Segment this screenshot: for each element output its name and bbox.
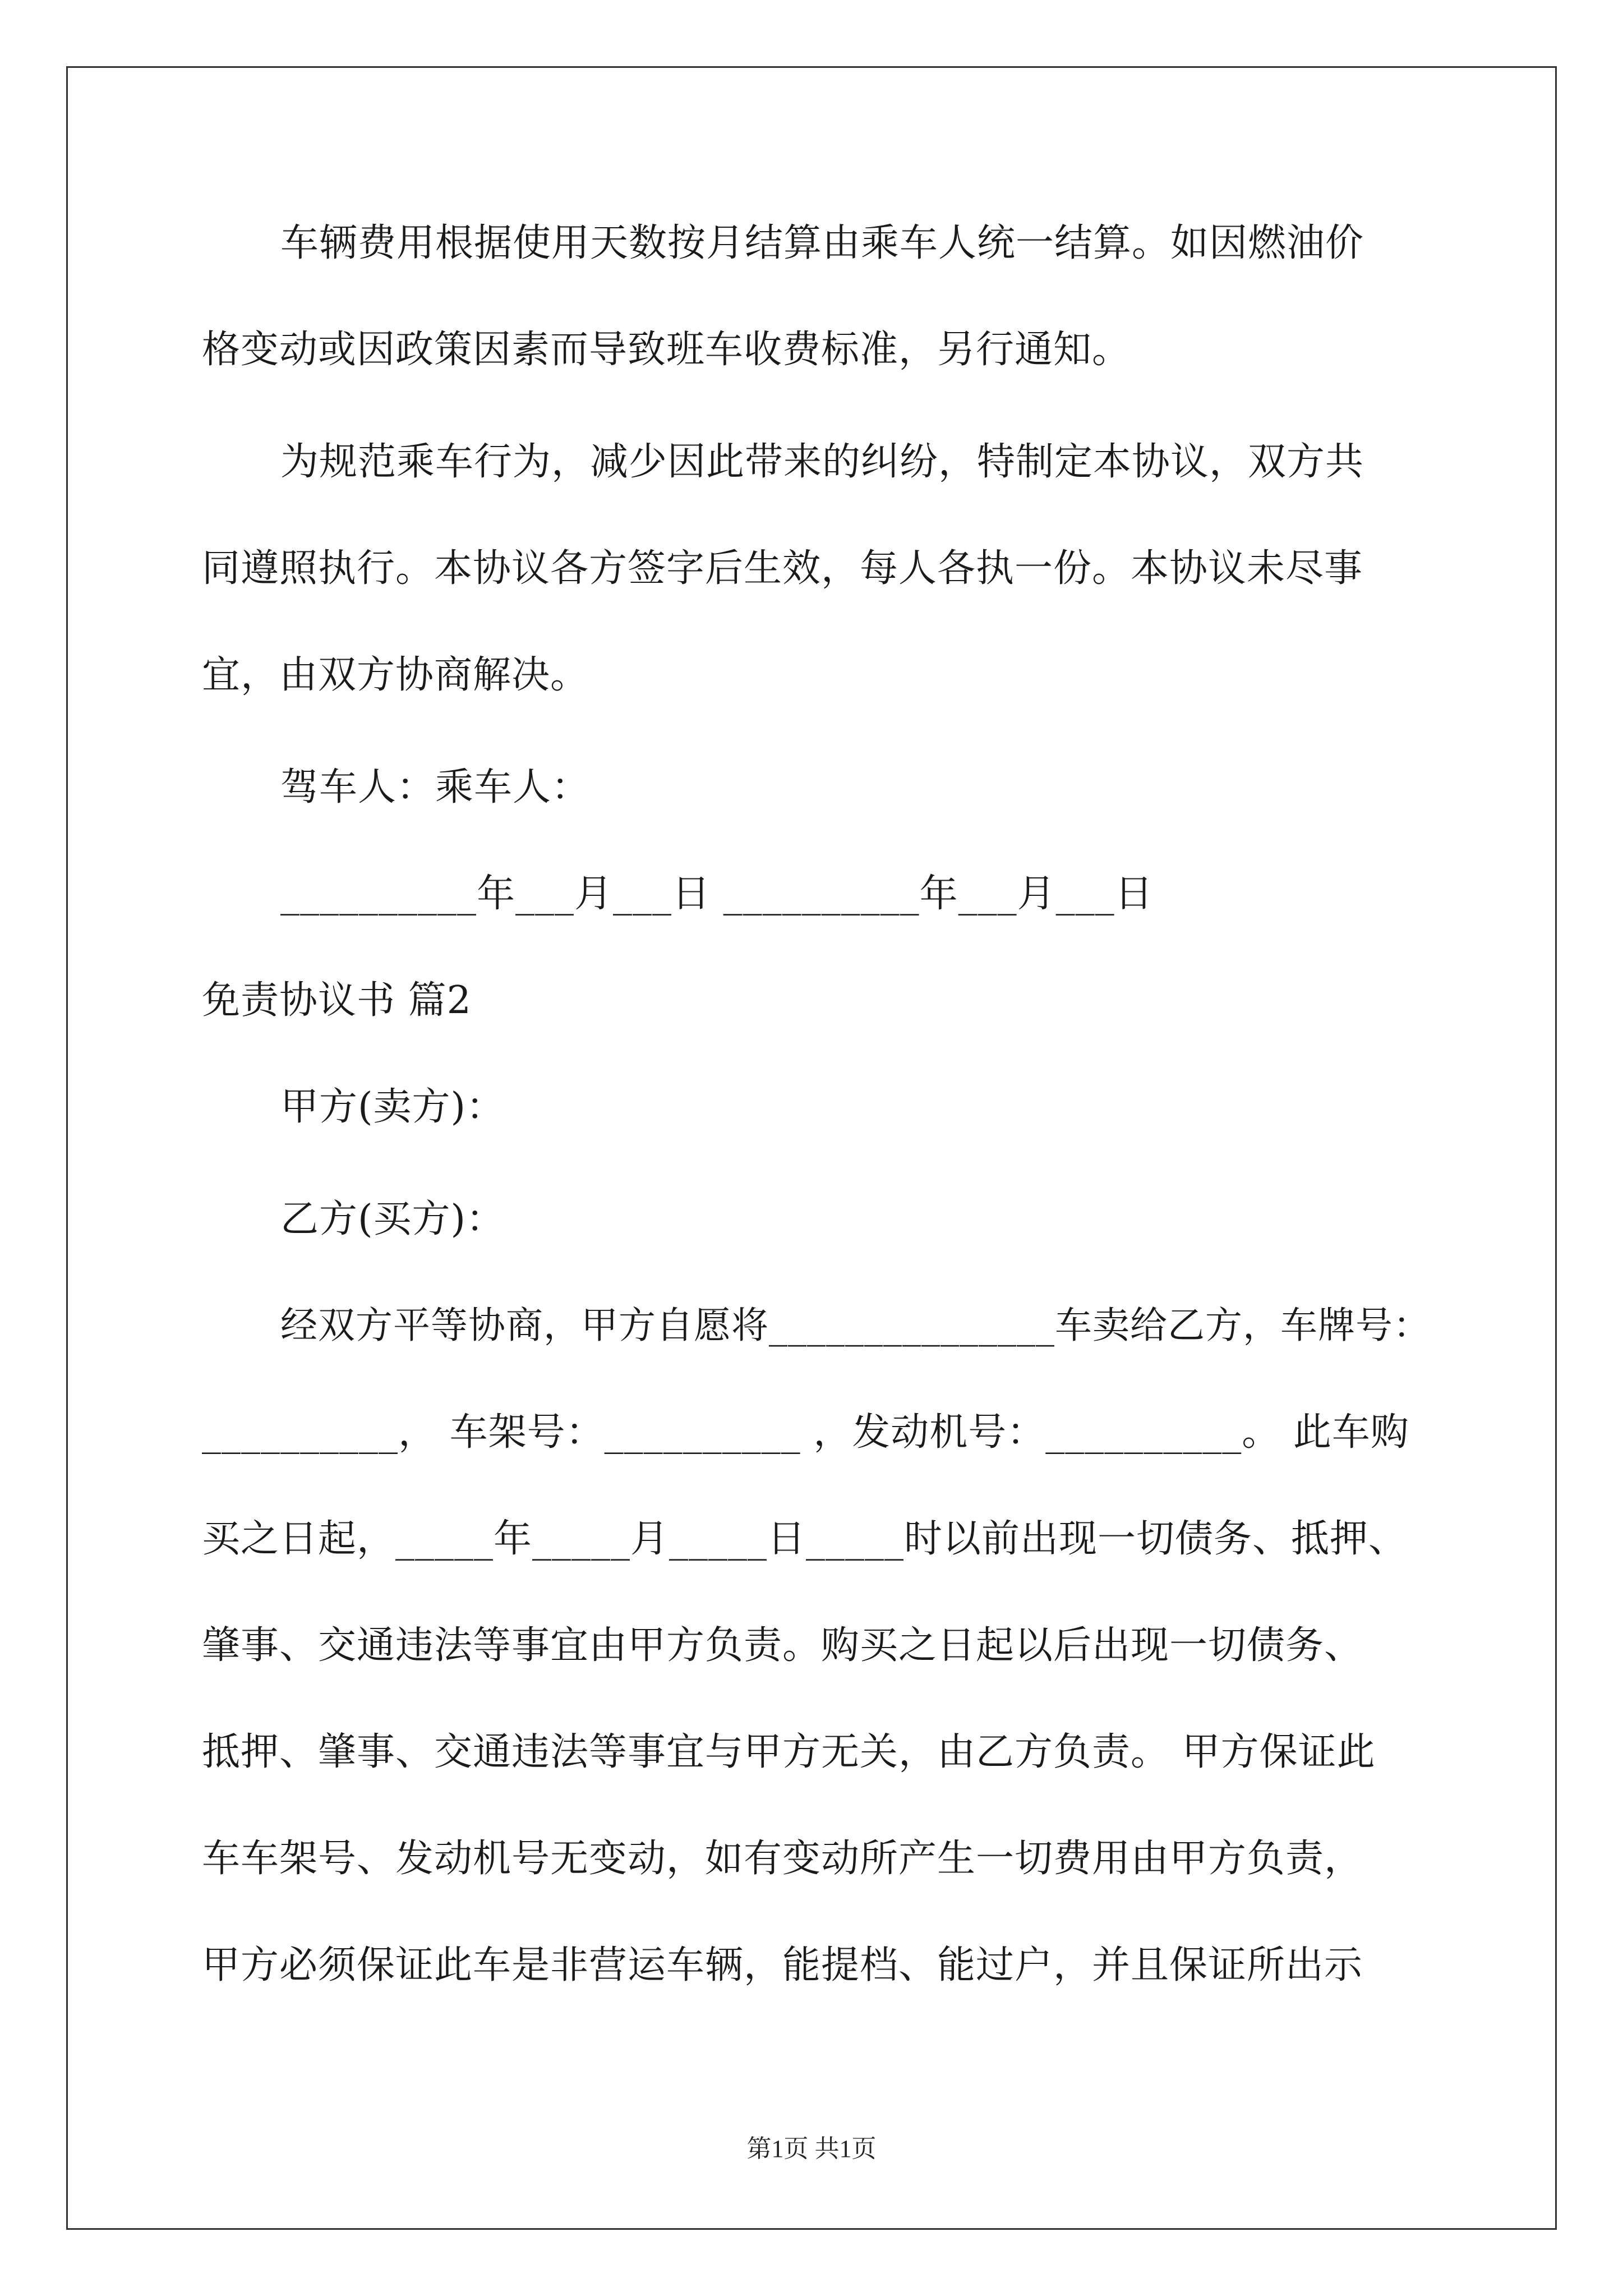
party-a-line: 甲方(卖方)： [280, 1085, 505, 1129]
paragraph-line: 格变动或因政策因素而导致班车收费标准，另行通知。 [202, 328, 1131, 372]
paragraph-line: 为规范乘车行为，减少因此带来的纠纷，特制定本协议，双方共 [280, 440, 1364, 484]
paragraph-line: 同遵照执行。本协议各方签字后生效，每人各执一份。本协议未尽事 [202, 546, 1363, 591]
paragraph-line: 甲方必须保证此车是非营运车辆，能提档、能过户，并且保证所出示 [202, 1943, 1363, 1987]
paragraph-line: 买之日起，_____年_____月_____日_____时以前出现一切债务、抵押、 [202, 1517, 1408, 1561]
paragraph-line: 宜，由双方协商解决。 [202, 653, 589, 697]
date-line: __________年___月___日 __________年___月___日 [280, 872, 1154, 916]
signature-line: 驾车人：乘车人： [280, 765, 591, 809]
page-footer: 第1页 共1页 [746, 2135, 877, 2162]
paragraph-line: 车辆费用根据使用天数按月结算由乘车人统一结算。如因燃油价 [280, 221, 1364, 265]
paragraph-line: 经双方平等协商，甲方自愿将_______________车卖给乙方，车牌号： [280, 1304, 1431, 1347]
paragraph-line: 车车架号、发动机号无变动，如有变动所产生一切费用由甲方负责， [202, 1837, 1363, 1881]
paragraph-line: 抵押、肇事、交通违法等事宜与甲方无关，由乙方负责。 甲方保证此 [202, 1730, 1376, 1774]
section-heading: 免责协议书 篇2 [202, 978, 472, 1023]
paragraph-line: 肇事、交通违法等事宜由甲方负责。购买之日起以后出现一切债务、 [202, 1623, 1363, 1668]
party-b-line: 乙方(买方)： [280, 1197, 505, 1241]
paragraph-line: __________， 车架号：__________ ，发动机号：__________。 此车购 [202, 1410, 1409, 1455]
page-border [66, 66, 1557, 2230]
